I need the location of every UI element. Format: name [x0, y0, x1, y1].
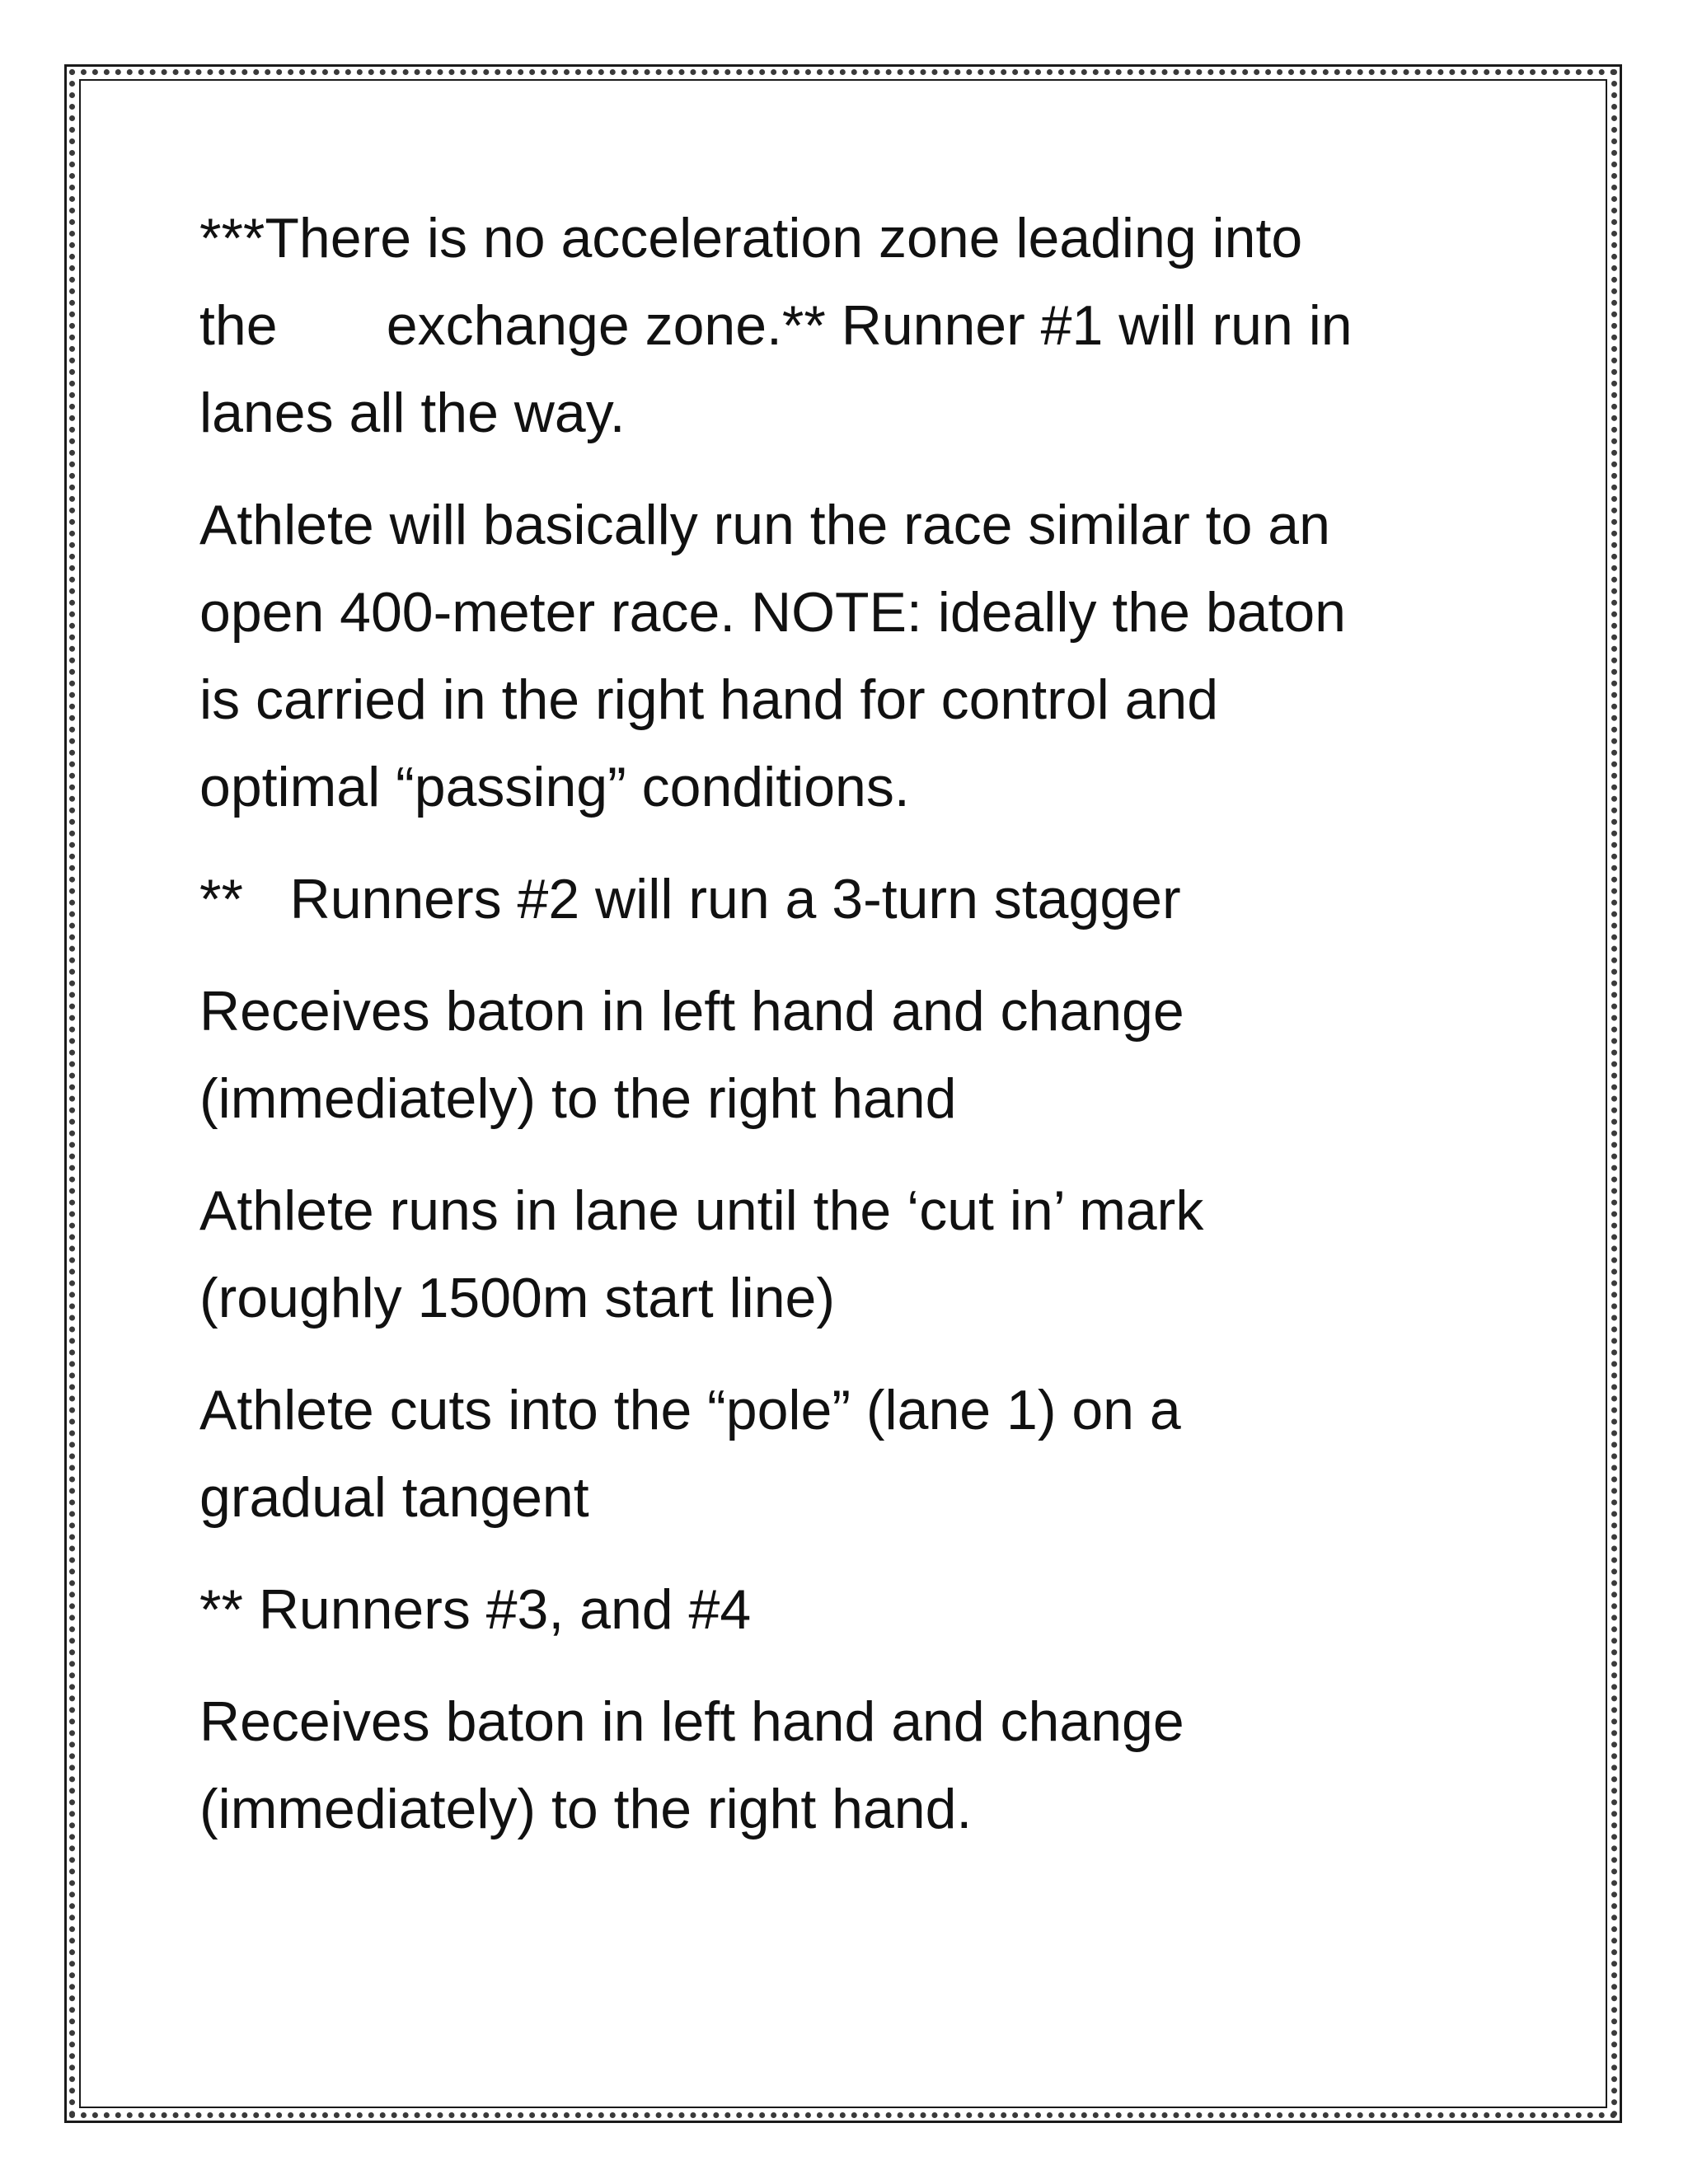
paragraph-runners-3-4-heading — [199, 1566, 1485, 1653]
paragraph-acceleration-zone — [199, 194, 1485, 457]
text-line: ** Runners #3, and #4 — [199, 1578, 752, 1641]
text-line: Athlete runs in lane until the ‘cut in’ mark — [199, 1179, 1204, 1242]
text-line: lanes all the way. — [199, 382, 626, 444]
text-line: Receives baton in left hand and change — [199, 1690, 1184, 1753]
text-line: (roughly 1500m start line) — [199, 1267, 836, 1329]
paragraph-runners-3-4-baton — [199, 1678, 1485, 1853]
text-line: open 400-meter race. NOTE: ideally the baton — [199, 581, 1346, 644]
text-line: Athlete cuts into the “pole” (lane 1) on a — [199, 1379, 1181, 1441]
text-line: gradual tangent — [199, 1466, 589, 1529]
paragraph-runner-2-cut-in — [199, 1366, 1485, 1541]
paragraph-runner-2-lane — [199, 1167, 1485, 1342]
text-line: ***There is no acceleration zone leading into — [199, 207, 1303, 269]
paragraph-runner-1-technique — [199, 481, 1485, 831]
text-line: the exchange zone.** Runner #1 will run in — [199, 294, 1353, 357]
text-line: Receives baton in left hand and change — [199, 980, 1184, 1043]
text-line: ** Runners #2 will run a 3-turn stagger — [199, 868, 1181, 930]
text-line: is carried in the right hand for control and — [199, 668, 1219, 731]
text-line: Athlete will basically run the race similar to an — [199, 494, 1330, 556]
text-line: (immediately) to the right hand — [199, 1067, 957, 1130]
text-line: (immediately) to the right hand. — [199, 1778, 973, 1840]
document-body — [199, 194, 1485, 1877]
text-line: optimal “passing” conditions. — [199, 756, 910, 818]
paragraph-runner-2-baton — [199, 968, 1485, 1142]
paragraph-runner-2-heading — [199, 855, 1485, 943]
